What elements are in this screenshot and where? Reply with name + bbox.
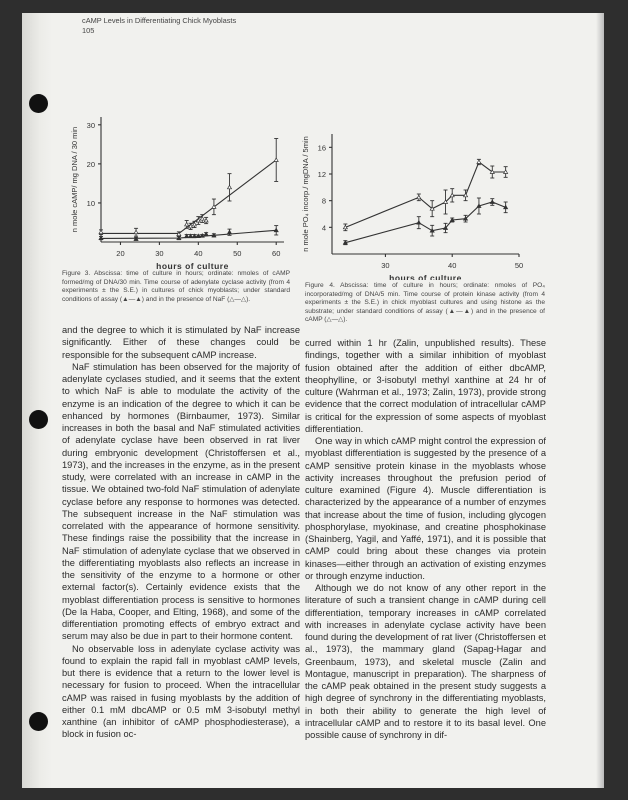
x-tick-label: 50 (233, 249, 242, 258)
paragraph: Although we do not know of any other report in the literature of such a transient change in cAMP during cell differentiation, temporary increases in cAMP correlated with increases in adenylate cyclase activity have been found during the development of rat liver (Christoffersen et al., 1973), the mammary gland (Sapag-Hagar and Greenbaum, 1973), and skeletal muscle (Zalin and Montague, manuscript in preparation). The sharpness of the cAMP peak obtained in the present study suggests a high degree of synchrony in the differentiating myoblasts, in both their ability to generate the high level of intracellular cAMP and to restore it to its basal level. One possible cause of synchrony in dif- (305, 583, 546, 740)
data-point (504, 205, 508, 209)
paragraph: One way in which cAMP might control the expression of myoblast differentiation is suggested by the presence of a cAMP sensitive protein kinase in the myoblasts whose activity increases throughout the prefusion period of culture examined (Figure 4). Muscle differentiation is characterized by the appearance of a number of enzymes that increase about the time of fusion, including glycogen phosphorylase, myokinase, and creatine phosphokinase (Shainberg, Yagil, and Yaffé, 1971), and it is possible that cAMP could bring about these changes via protein kinases—either through an activation of existing enzymes or through enzyme induction. (305, 436, 546, 581)
data-point (464, 193, 468, 197)
y-tick-label: 12 (317, 170, 326, 179)
page-edge-shadow (596, 13, 604, 788)
x-tick-label: 40 (448, 261, 457, 270)
paragraph: No observable loss in adenylate cyclase activity was found to explain the rapid fall in myoblast cAMP levels, but there is evidence that a return to the lower level is necessary for fusion to proceed. When the intracellular cAMP was raised in fusing myoblasts by the addition of either 0.1 mM dbcAMP or 0.5 mM 3-isobutyl methyl xanthine (an inhibitor of cAMP phosphodiesterase), a block in fusion oc- (62, 643, 300, 740)
data-point (417, 221, 421, 225)
right-text-column (305, 337, 546, 741)
data-point (227, 230, 231, 234)
page-number: 105 (82, 26, 95, 35)
figure-3-chart (60, 105, 300, 270)
data-point (490, 200, 494, 204)
left-text-column (62, 324, 300, 741)
y-axis-label: n mole cAMP/ mg DNA / 30 min (70, 126, 79, 233)
data-point (477, 204, 481, 208)
paragraph: curred within 1 hr (Zalin, unpublished results). These findings, together with a similar inhibition of myoblast fusion obtained after the addition of either dbcAMP, theophylline, or 3-isobutyl methyl xanthine at 24 hr of culture (Wahrman et al., 1973; Zalin, 1973), provide strong evidence that the correct modulation of intracellular cAMP is critical for the expression of some aspects of myoblast differentiation. (305, 338, 546, 434)
y-tick-label: 10 (86, 198, 95, 208)
x-tick-label: 50 (514, 261, 524, 270)
data-point (417, 195, 421, 199)
x-tick-label: 60 (272, 249, 281, 258)
data-point (450, 218, 454, 222)
binder-hole (29, 410, 48, 429)
y-tick-label: 16 (317, 143, 326, 153)
data-point (343, 241, 347, 245)
x-tick-label: 40 (194, 249, 203, 258)
series-line (345, 202, 505, 243)
y-tick-label: 30 (86, 120, 95, 130)
binder-hole (29, 94, 48, 113)
x-tick-label: 30 (381, 261, 390, 270)
paragraph: NaF stimulation has been observed for the majority of adenylate cyclases studied, and it seems that the extent to which NaF is able to modulate the activity of the enzyme is an indication of the degree to which it can be enhanced by hormones (Birnbaumer, 1973). Similar increases in both the basal and NaF stimulated activities of adenylate cyclase have been observed in rat liver during embryonic development (Christoffersen et al., 1973), and the increases in the enzyme, as in the present study, were correlated with an increase in cAMP in the tissue. We obtained two-fold NaF stimulation of adenylate cyclase before any response to hormones was detected. The subsequent increase in the NaF stimulation was correlated with the appearance of hormone sensitivity. These findings raise the possibility that the increase in NaF stimulation of adenylate cyclase that we observed in the differentiating myoblasts also reflects an increase in the sensitivity of the enzyme to a hormone or other external factor(s). Certainly evidence exists that the myoblast differentiation process is sensitive to hormones (De la Haba, Cooper, and Elting, 1968), and some of the differentiation promoting effects of embryo extract and serum may also be due in part to their hormone content. (62, 361, 300, 642)
x-axis-label: hours of culture (156, 261, 229, 270)
data-point (477, 160, 481, 164)
data-point (504, 170, 508, 174)
series-line (345, 162, 505, 227)
data-point (450, 193, 454, 197)
data-point (99, 230, 103, 234)
data-point (274, 228, 278, 232)
y-tick-label: 8 (321, 196, 326, 206)
data-point (227, 185, 231, 189)
series-line (101, 160, 276, 233)
y-axis-label: n mole PO₄ incorp./ mgDNA / 5min (301, 136, 310, 252)
figure-4-chart (300, 110, 540, 280)
x-tick-label: 30 (155, 249, 164, 258)
x-tick-label: 20 (116, 249, 125, 258)
data-point (134, 230, 138, 234)
x-axis-label: hours of culture (389, 273, 462, 280)
y-tick-label: 4 (321, 223, 326, 233)
running-title: cAMP Levels in Differentiating Chick Myoblasts (82, 16, 237, 25)
data-point (343, 225, 347, 229)
paragraph: and the degree to which it is stimulated by NaF increase significantly. Either of these changes could be responsible for the subsequent cAMP increase. (62, 325, 300, 360)
y-tick-label: 20 (86, 159, 95, 169)
data-point (185, 222, 189, 226)
binder-hole (29, 712, 48, 731)
data-point (204, 219, 208, 223)
figure-4-caption: Figure 4. Abscissa: time of culture in hours; ordinate: nmoles of PO₄ incorporated/mg of DNA/5 min. Time course of protein kinase activity (from 4 experiments ± the S.E.) in chick myoblast cultures and using histone as the substrate; under standard conditions of assay (▲—▲) and in the presence of cAMP (△—△). (305, 282, 545, 324)
data-point (274, 158, 278, 162)
figure-3-caption: Figure 3. Abscissa: time of culture in hours; ordinate: nmoles of cAMP formed/mg of DNA/30 min. Time course of adenylate cyclase activity (from 4 experiments ± the S.E.) in cultures of chick myoblasts; under standard conditions of assay (▲—▲) and in the presence of NaF (△—△). (62, 270, 290, 303)
binding-margin (22, 13, 52, 788)
